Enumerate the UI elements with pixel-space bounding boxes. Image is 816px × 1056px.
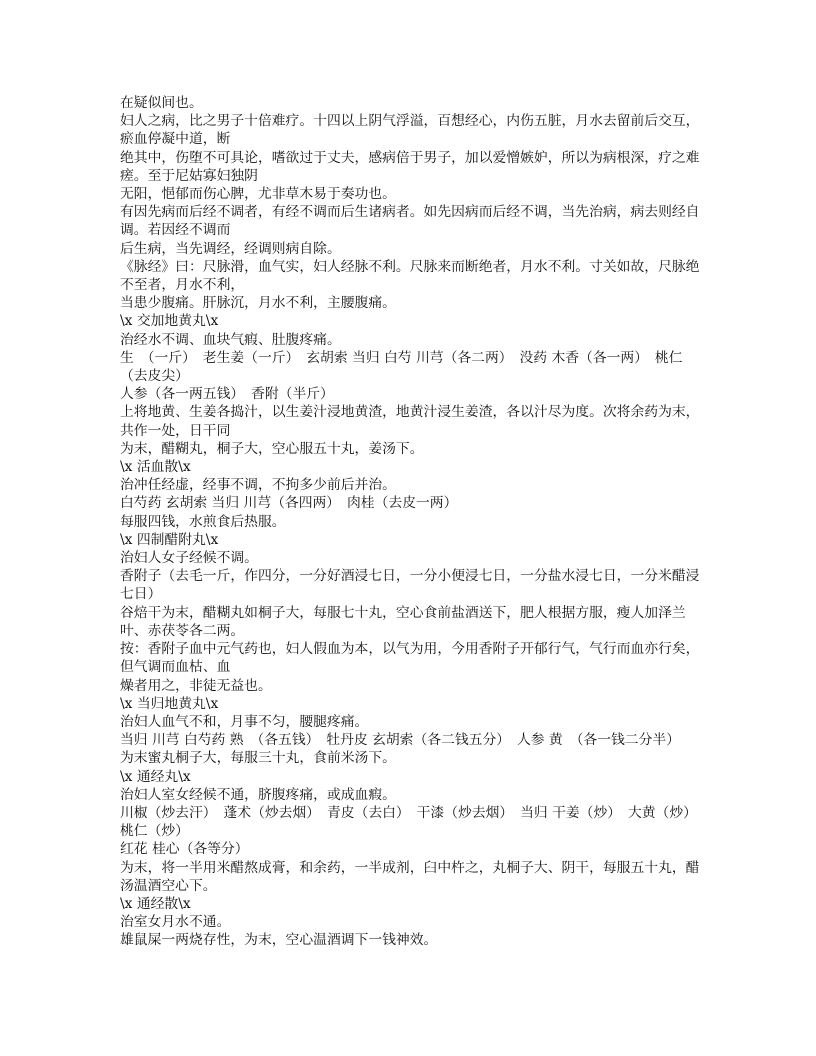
paragraph: 当患少腹痛。肝脉沉，月水不利，主腰腹痛。 [120,295,396,312]
paragraph: 妇人之病，比之男子十倍难疗。十四以上阴气浮溢，百想经心，内伤五脏，月水去留前后交互，瘀血停凝中道，断 [120,113,700,148]
paragraph: 治经水不调、血块气瘕、肚腹疼痛。 [120,331,341,348]
paragraph: 有因先病而后经不调者，有经不调而后生诸病者。如先因病而后经不调，当先治病，病去则经自调。若因经不调而 [120,204,700,239]
recipe-heading: \x 当归地黄丸\x [120,695,219,712]
paragraph: 治冲任经虚，经事不调，不拘多少前后并治。 [120,477,396,494]
paragraph: 《脉经》曰：尺脉滑，血气实，妇人经脉不利。尺脉来而断绝者，月水不利。寸关如故，尺脉绝不至者，月水不利， [120,258,700,294]
paragraph: 后生病，当先调经，经调则病自除。 [120,240,341,257]
paragraph: 为末，醋糊丸，桐子大，空心服五十丸，姜汤下。 [120,440,424,457]
paragraph: 治妇人女子经候不调。 [120,550,258,567]
paragraph: 治室女月水不通。 [120,914,231,931]
paragraph: 为末，将一半用米醋熬成膏，和余药，一半成剂，臼中杵之，丸桐子大、阴干，每服五十丸，醋汤温酒空心下。 [120,859,700,894]
paragraph: 白芍药 玄胡索 当归 川芎（各四两） 肉桂（去皮一两） [120,495,458,512]
paragraph: 红花 桂心（各等分） [120,841,249,858]
paragraph: 谷焙干为末，醋糊丸如桐子大，每服七十丸，空心食前盐酒送下，肥人根据方服，瘦人加泽兰叶、赤茯苓各二两。 [120,604,686,639]
paragraph: 上将地黄、生姜各捣汁，以生姜汁浸地黄渣，地黄汁浸生姜渣，各以汁尽为度。次将余药为末，共作一处，日干同 [120,404,700,439]
paragraph: 雄鼠屎一两烧存性，为末，空心温酒调下一钱神效。 [120,932,438,949]
paragraph: 为末蜜丸桐子大，每服三十丸，食前米汤下。 [120,750,396,767]
paragraph: 无阳，悒郁而伤心脾，尤非草木易于奏功也。 [120,186,396,203]
paragraph: 人参（各一两五钱） 香附（半斤） [120,386,334,403]
paragraph: 生 （一斤） 老生姜（一斤） 玄胡索 当归 白芍 川芎（各二两） 没药 木香（各一两） 桃仁（去皮尖） [120,349,683,385]
paragraph: 绝其中，伤堕不可具论，嗜欲过于丈夫，感病倍于男子，加以爱憎嫉妒，所以为病根深，疗之难瘥。至于尼姑寡妇独阴 [120,149,700,184]
paragraph: 按：香附子血中元气药也，妇人假血为本，以气为用，今用香附子开郁行气，气行而血亦行矣，但气调而血枯、血 [120,641,700,676]
paragraph: 燥者用之，非徒无益也。 [120,677,272,694]
paragraph: 香附子（去毛一斤，作四分，一分好酒浸七日，一分小便浸七日，一分盐水浸七日，一分米醋浸七日） [120,568,700,603]
recipe-heading: \x 通经丸\x [120,768,191,785]
paragraph: 川椒（炒去汗） 蓬术（炒去烟） 青皮（去白） 干漆（炒去烟） 当归 干姜（炒） 大黄（炒） 桃仁（炒） [120,804,704,840]
recipe-heading: \x 交加地黄丸\x [120,313,219,330]
document-page [120,94,710,950]
recipe-heading: \x 活血散\x [120,459,191,476]
recipe-heading: \x 通经散\x [120,895,191,912]
paragraph: 在疑似间也。 [120,95,203,111]
paragraph: 治妇人室女经候不通，脐腹疼痛，或成血瘕。 [120,786,396,803]
paragraph: 当归 川芎 白芍药 熟 （各五钱） 牡丹皮 玄胡索（各二钱五分） 人参 黄 （各一钱二分半） [120,732,680,749]
paragraph: 治妇人血气不和，月事不匀，腰腿疼痛。 [120,713,369,730]
recipe-heading: \x 四制醋附丸\x [120,531,219,548]
paragraph: 每服四钱，水煎食后热服。 [120,513,286,530]
